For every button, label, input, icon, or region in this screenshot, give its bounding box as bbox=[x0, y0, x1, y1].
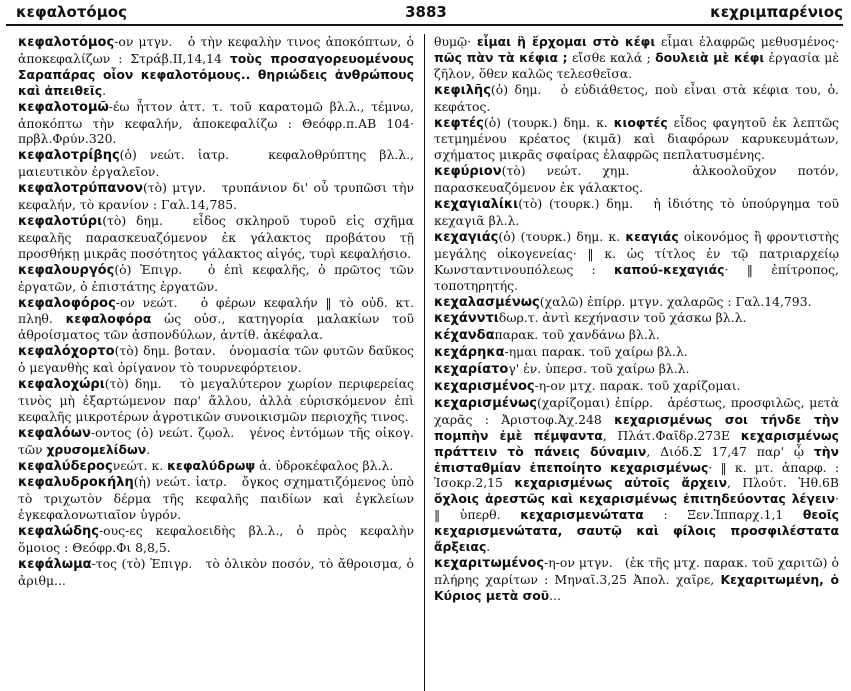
dictionary-entry bbox=[18, 213, 414, 262]
entry-definition: (ὁ) (τουρκ.) δημ. κ. κιοφτές εἶδος φαγητοῦ ἐκ λεπτῶς τετμημένου κρέατος (κιμᾶ) καὶ διαφόρων καρυκευμάτων, σχήματος μικρᾶς σφαίρας ἐλαφρῶς πεπλατυσμένης. bbox=[434, 114, 839, 163]
entry-definition: -ον μτγν. ὁ τὴν κεφαλὴν τινος ἀποκόπτων, ὁ ἀποκεφαλίζων : Στράβ.II,14,14 τοὺς προσαγορευομένους Σαραπάρας οἷον κεφαλοτόμους.. θηριώδεις ἀνθρώπους καὶ ἀπειθεῖς. bbox=[18, 34, 414, 98]
entry-definition: δωρ.τ. ἀντὶ κεχήνασιν τοῦ χάσκω βλ.λ. bbox=[498, 310, 747, 326]
entry-definition: (ὁ) Ἐπιγρ. ὁ ἐπὶ κεφαλῆς, ὁ πρῶτος τῶν ἐργατῶν, ὁ ἐπιστάτης ἐργατῶν. bbox=[18, 261, 414, 294]
right-column bbox=[434, 34, 839, 691]
entry-headword: κεφαλοχώρι bbox=[18, 377, 105, 393]
dictionary-entry bbox=[434, 229, 839, 294]
entry-headword: κεχάρηκα bbox=[434, 345, 505, 361]
entry-definition: νεώτ. κ. κεφαλύδρωψ ἀ. ὑδροκέφαλος βλ.λ. bbox=[112, 457, 394, 473]
dictionary-entry bbox=[434, 82, 839, 115]
entry-definition: -ους-ες κεφαλοειδὴς βλ.λ., ὁ πρὸς κεφαλὴν ὅμοιος : Θεόφρ.Φι 8,8,5. bbox=[18, 523, 414, 556]
dictionary-entry bbox=[18, 458, 414, 475]
dictionary-entry bbox=[434, 395, 839, 555]
dictionary-entry bbox=[434, 378, 839, 395]
entry-headword: κεχαριτωμένος bbox=[434, 556, 545, 571]
entry-headword: κεχαλασμένως bbox=[434, 294, 540, 310]
dictionary-entry bbox=[18, 523, 414, 556]
entry-definition: (τὸ) μτγν. τρυπάνιον δι' οὗ τρυπῶσι τὴν κεφαλήν, τὸ κρανίον : Γαλ.14,785. bbox=[18, 180, 414, 213]
page-header bbox=[6, 2, 843, 26]
entry-definition: θυμῷ· εἶμαι ἢ ἔρχομαι στὸ κέφι εἶμαι ἐλαφρῶς μεθυσμένος· πῶς πὰν τὰ κέφια ; εἴσθε καλά ; δουλειὰ μὲ κέφι ἐργασία μὲ ζῆλον, ὅθεν καλῶς τελεσθεῖσα. bbox=[434, 34, 839, 81]
dictionary-entry bbox=[18, 262, 414, 295]
entry-headword: κεφαλυδροκήλη bbox=[18, 475, 134, 491]
entry-headword: κεφαλοτρύπανον bbox=[18, 181, 143, 197]
dictionary-entry bbox=[18, 99, 414, 148]
entry-definition: παρακ. τοῦ χανδάνω βλ.λ. bbox=[494, 327, 660, 343]
dictionary-entry bbox=[434, 115, 839, 164]
entry-headword: κεφαλοτόμος bbox=[18, 35, 115, 50]
entry-definition: (τὸ) δημ. βοταν. ὀνομασία τῶν φυτῶν δαῦκος ὁ μεγανθὴς καὶ ὀρίγανον τὸ τουρνεφόρτειον. bbox=[18, 343, 414, 376]
entry-headword: κεφάλωμα bbox=[18, 557, 92, 572]
entry-headword: κεφαλύδερος bbox=[18, 458, 113, 474]
entry-headword: κεχαγιάς bbox=[434, 229, 499, 245]
entry-definition: (τὸ) δημ. τὸ μεγαλύτερον χωρίον περιφερείας τινὸς μὴ ἐξαρτώμενον παρ' ἄλλου, ἀλλὰ εὑρισκόμενον ἐπὶ κεφαλῆς μικροτέρων ἀγροτικῶν συνοικισμῶν περιοχῆς τινος. bbox=[18, 376, 414, 424]
entry-definition: -έω ἧττον ἀττ. τ. τοῦ καρατομῶ βλ.λ., τέμνω, ἀποκόπτω τὴν κεφαλήν, ἀποκεφαλίζω : Θεόφρ.π.ΑΒ 104· πρβλ.Φρύν.320. bbox=[18, 98, 414, 147]
dictionary-entry bbox=[434, 310, 839, 327]
entry-definition: -ημαι παρακ. τοῦ χαίρω βλ.λ. bbox=[504, 344, 688, 360]
entry-headword: κεχαρισμένως bbox=[434, 395, 537, 411]
entry-headword: κεφύριον bbox=[434, 164, 502, 180]
entry-headword: κεχαρίατο bbox=[434, 362, 509, 378]
entry-headword: κεφαλόων bbox=[18, 425, 91, 441]
dictionary-entry bbox=[434, 344, 839, 361]
entry-definition: (ὁ) δημ. ὁ εὐδιάθετος, ποὺ εἶναι στὰ κέφια του, ὁ. κεφάτος. bbox=[434, 81, 839, 114]
dictionary-entry bbox=[18, 474, 414, 523]
entry-definition: -τος (τὸ) Ἐπιγρ. τὸ ὁλικὸν ποσόν, τὸ ἄθροισμα, ὁ ἀριθμ... bbox=[18, 556, 414, 588]
entry-headword: κεφαλοτύρι bbox=[18, 213, 103, 229]
entry-headword: κεχαρισμένος bbox=[434, 379, 535, 395]
header-left-guide-word: κεφαλοτόμος bbox=[16, 3, 127, 21]
dictionary-entry bbox=[18, 343, 414, 376]
entry-definition: (ὁ) (τουρκ.) δημ. κ. κεαγιάς οἰκονόμος ἢ φροντιστὴς μεγάλης οἰκογενείας· ‖ κ. ὡς τίτλος ἐν τῷ πατριαρχείῳ Κωνσταντινουπόλεως : καπού-κεχαγιάς· ‖ ἐπίτροπος, τοποτηρητής. bbox=[434, 228, 839, 293]
dictionary-entry bbox=[434, 34, 839, 82]
entry-definition: (ὁ) νεώτ. ἰατρ. κεφαλοθρύπτης βλ.λ., μαιευτικὸν ἐργαλεῖον. bbox=[18, 147, 414, 180]
entry-headword: κεφιλῆς bbox=[434, 82, 491, 98]
entry-headword: κεφαλώδης bbox=[18, 524, 99, 540]
dictionary-entry bbox=[434, 327, 839, 344]
entry-definition: -οντος (ὁ) νεώτ. ζῳολ. γένος ἐντόμων τῆς οἰκογ. τῶν χρυσομελίδων. bbox=[18, 424, 414, 457]
entry-definition: γ' ἑν. ὑπερσ. τοῦ χαίρω βλ.λ. bbox=[508, 361, 690, 377]
entry-definition: (ἡ) νεώτ. ἰατρ. ὄγκος σχηματιζόμενος ὑπὸ τὸ τριχωτὸν δέρμα τῆς κεφαλῆς παιδίων καὶ ἐγκλείων ἐγκεφαλονωτιαῖον ὑγρόν. bbox=[18, 474, 414, 523]
entry-definition: (τὸ) νεώτ. χημ. ἀλκοολοῦχον ποτόν, παρασκευαζόμενον ἐκ γάλακτος. bbox=[434, 163, 839, 196]
entry-headword: κεφαλοφόρος bbox=[18, 295, 116, 311]
header-right-guide-word: κεχριμπαρένιος bbox=[710, 3, 843, 21]
dictionary-entry bbox=[18, 34, 414, 99]
entry-headword: κεχάνντι bbox=[434, 311, 499, 327]
entry-headword: κέχανδα bbox=[434, 328, 495, 344]
dictionary-entry bbox=[434, 555, 839, 604]
entry-headword: κεφαλοτομῶ bbox=[18, 99, 109, 115]
entry-definition: (χαλῶ) ἐπίρρ. μτγν. χαλαρῶς : Γαλ.14,793. bbox=[539, 293, 812, 309]
dictionary-entry bbox=[434, 294, 839, 311]
entry-definition: -η-ον μτχ. παρακ. τοῦ χαρίζομαι. bbox=[534, 378, 741, 394]
dictionary-entry bbox=[18, 180, 414, 213]
column-divider bbox=[424, 34, 425, 691]
dictionary-entry bbox=[18, 376, 414, 425]
entry-headword: κεφαλόχορτο bbox=[18, 344, 115, 360]
dictionary-entry bbox=[434, 196, 839, 229]
entry-headword: κεφαλουργός bbox=[18, 262, 115, 278]
dictionary-entry bbox=[18, 147, 414, 180]
entry-headword: κεχαγιαλίκι bbox=[434, 197, 519, 213]
entry-definition: (τὸ) (τουρκ.) δημ. ἡ ἰδιότης τὸ ὑπούργημα τοῦ κεχαγιᾶ βλ.λ. bbox=[434, 196, 839, 228]
entry-definition: -ον νεώτ. ὁ φέρων κεφαλήν ‖ τὸ οὐδ. κτ. πληθ. κεφαλοφόρα ὡς οὐσ., κατηγορία μαλακίων τοῦ ἀθροίσματος τῶν ἀσπονδύλων, ἀντίθ. ἀκέφαλα. bbox=[18, 294, 414, 343]
dictionary-entry bbox=[18, 556, 414, 589]
entry-headword: κεφαλοτρίβης bbox=[18, 148, 120, 164]
entry-headword: κεφτές bbox=[434, 115, 484, 131]
page-number: 3883 bbox=[405, 3, 447, 21]
entry-definition: (χαρίζομαι) ἐπίρρ. ἀρέστως, προσφιλῶς, μετὰ χαρᾶς : Ἀριστοφ.Ἀχ.248 κεχαρισμένως σοι τήνδε τὴν πομπὴν ἐμὲ πέμψαντα, Πλάτ.Φαῖδρ.273Ε κεχαρισμένως πράττειν τὸ πάνεις δύναμιν, Διόδ.Σ 17,47 παρ' ᾧ τὴν ἐπισταθμίαν ἐπεποίητο κεχαρισμένως· ‖ κ. μτ. ἀπαρφ. : Ἰσοκρ.2,15 κεχαρισμένως αὐτοῖς ἄρχειν, Πλούτ. Ἠθ.6Β ὄχλοις ἀρεστῶς καὶ κεχαρισμένως ἐπιτηδεύοντας λέγειν· ‖ ὑπερθ. κεχαρισμενώτατα : Ξεν.Ἱππαρχ.1,1 θεοῖς κεχαρισμενώτατα, σαυτῷ καὶ φίλοις προσφιλέστατα ἄρξειας. bbox=[434, 394, 839, 555]
entry-definition: (τὸ) δημ. εἶδος σκληροῦ τυροῦ εἰς σχῆμα κεφαλῆς παρασκευαζόμενον ἐκ γάλακτος προβάτου τῇ προσθήκῃ μικρᾶς ποσότητος γάλακτος αἰγός, τυρὶ κεφαλήσιο. bbox=[18, 212, 414, 261]
left-column bbox=[18, 34, 414, 691]
dictionary-entry bbox=[434, 163, 839, 196]
dictionary-entry bbox=[434, 361, 839, 378]
entry-definition: -η-ον μτγν. (ἐκ τῆς μτχ. παρακ. τοῦ χαριτῶ) ὁ πλήρης χαρίτων : Μηναῖ.3,25 Ἀπολ. χαῖρε, Κεχαριτωμένη, ὁ Κύριος μετὰ σοῦ... bbox=[434, 555, 839, 603]
dictionary-entry bbox=[18, 425, 414, 458]
dictionary-entry bbox=[18, 295, 414, 344]
